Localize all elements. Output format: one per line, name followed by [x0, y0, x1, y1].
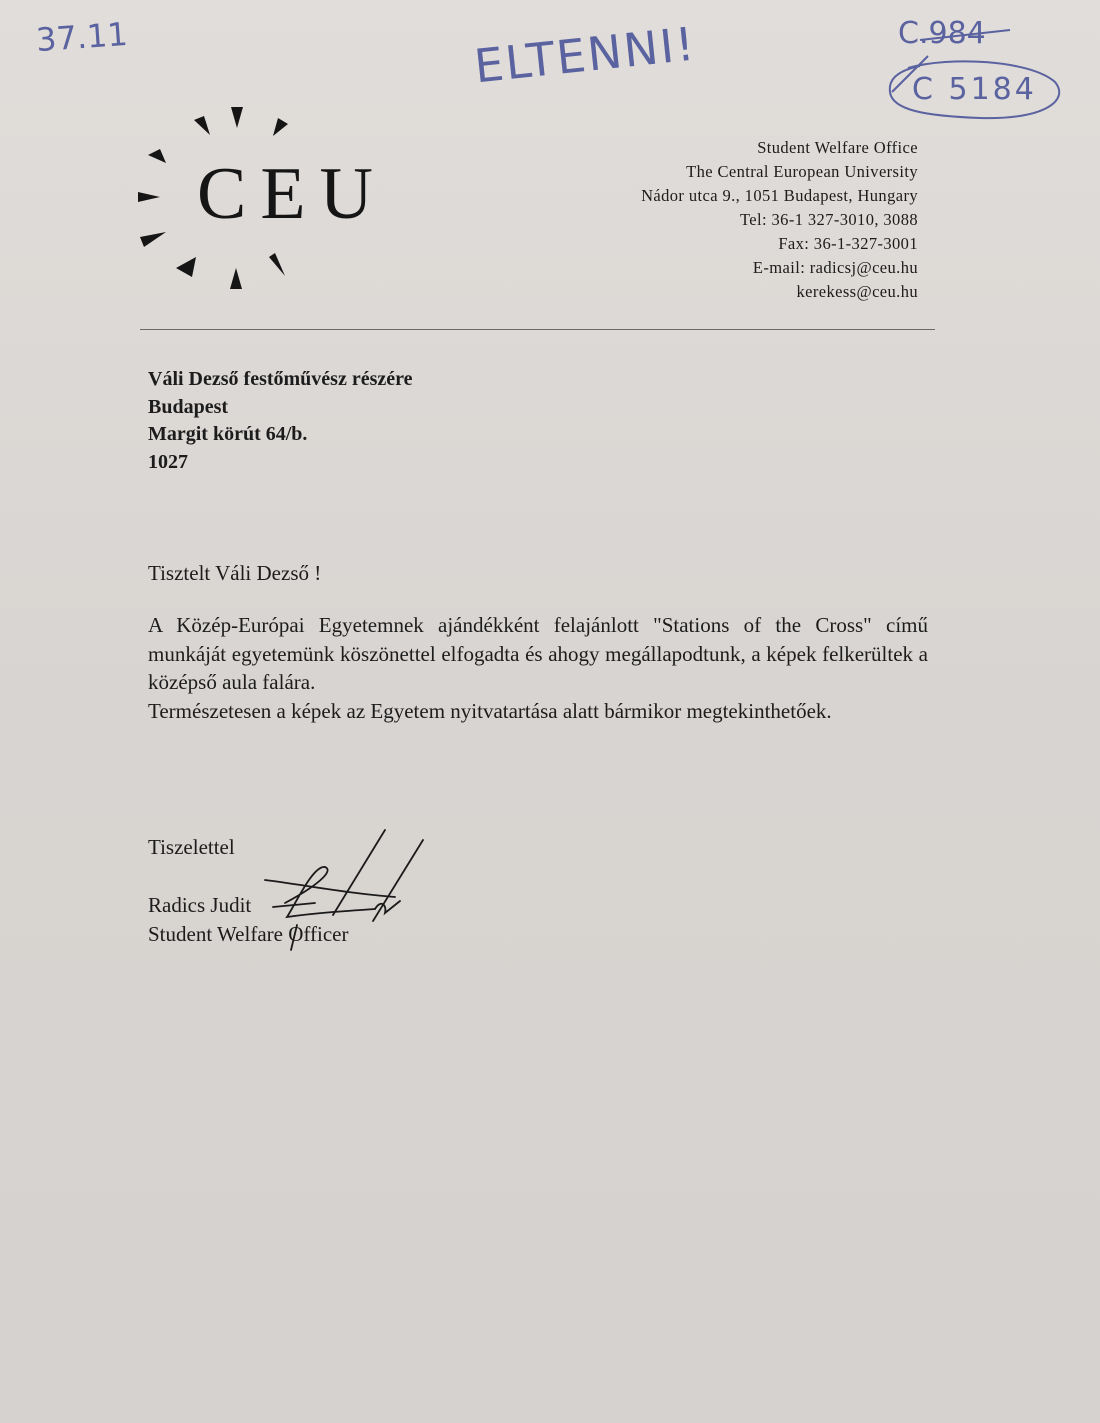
office-tel: Tel: 36-1 327-3010, 3088: [739, 210, 918, 229]
signer-title: Student Welfare Officer: [148, 922, 349, 946]
logo-arrow-icon: [176, 257, 196, 277]
closing: Tiszelettel: [148, 835, 235, 859]
letterhead-contact: [641, 136, 918, 304]
handwritten-ref-struck: C.984: [898, 16, 986, 51]
recipient-line-4: 1027: [148, 450, 188, 473]
ceu-logo-text: CEU: [197, 153, 387, 235]
recipient-line-3: Margit körút 64/b.: [148, 423, 308, 445]
letter-body: [148, 611, 928, 725]
handwritten-ref-circled: C 5184: [912, 72, 1037, 107]
recipient-line-1: Váli Dezső festőművész részére: [148, 368, 413, 390]
logo-arrow-icon: [269, 253, 285, 276]
body-paragraph-1: A Közép-Európai Egyetemnek ajándékként felajánlott "Stations of the Cross" című munkáját egyetemünk köszönettel elfogadta és ahogy megállapodtunk, a képek felkerültek a középső aula falára.: [148, 613, 928, 694]
logo-arrow-icon: [140, 232, 166, 247]
signer-name: Radics Judit: [148, 893, 252, 917]
logo-arrow-icon: [230, 268, 242, 289]
logo-arrow-icon: [138, 192, 160, 202]
logo-arrow-icon: [148, 149, 166, 163]
logo-arrow-icon: [194, 116, 210, 135]
office-email-1: E-mail: radicsj@ceu.hu: [752, 258, 918, 277]
office-email-2: kerekess@ceu.hu: [796, 282, 918, 301]
logo-arrow-icon: [231, 107, 243, 128]
recipient-address: [148, 366, 413, 476]
handwritten-note-top-center: ELTENNI!: [471, 16, 699, 94]
office-name: Student Welfare Office: [757, 138, 918, 157]
body-paragraph-2: Természetesen a képek az Egyetem nyitvatartása alatt bármikor megtekinthetőek.: [148, 698, 832, 723]
office-fax: Fax: 36-1-327-3001: [778, 234, 918, 253]
recipient-line-2: Budapest: [148, 395, 229, 418]
logo-arrow-icon: [273, 118, 288, 136]
handwritten-note-top-left: 37.11: [34, 14, 129, 60]
greeting: Tisztelt Váli Dezső !: [148, 561, 322, 585]
handwritten-signature: [255, 825, 435, 955]
university-name: The Central European University: [686, 162, 918, 181]
header-divider: [140, 329, 935, 330]
office-address: Nádor utca 9., 1051 Budapest, Hungary: [641, 186, 918, 205]
